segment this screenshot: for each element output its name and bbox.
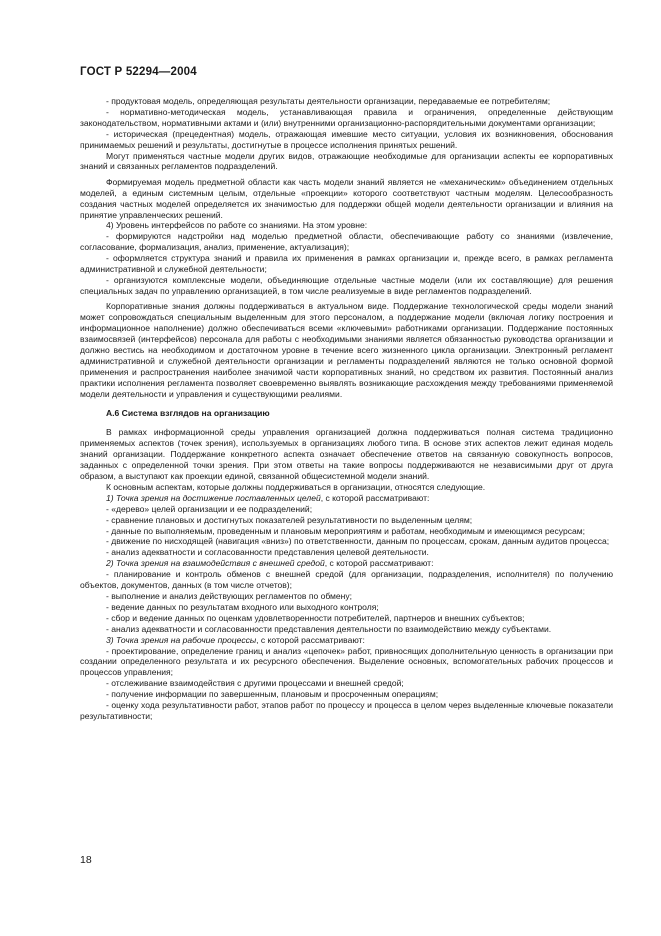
list-item: - выполнение и анализ действующих регламентов по обмену; — [106, 590, 353, 601]
paragraph: Корпоративные знания должны поддерживаться в актуальном виде. Поддержание технологической среды модели знаний может сопровождаться специальным выделенным для этого персоналом, а поддержание модели (включая логику построения и информационное наполнение) должно обеспечиваться всеми «ключевыми» работниками организации. Поддержание постоянных взаимосвязей (интерфейсов) персонала для работы с необходимыми знаниями является обязанностью руководства организации и должно вестись на необходимом и достаточном уровне в течение всего жизненного цикла организации. Электронный регламент административной и служебной деятельности организации и регламенты подразделений являются не только основной формой применения и распространения наиболее значимой части корпоративных знаний, но средством их развития. Постоянный анализ практики исполнения регламента позволяет своевременно выявлять возникающие расхождения между требованиями применяемой модели деятельности и управления и существующими реалиями. — [80, 301, 613, 399]
document-body — [80, 96, 613, 722]
list-item: - движение по нисходящей (навигация «вниз») по ответственности, данным по процессам, срокам, данным аудитов процесса; — [106, 536, 610, 547]
list-item: - анализ адекватности и согласованности представления деятельности по взаимодействию между субъектами. — [106, 623, 552, 634]
list-item: - планирование и контроль обменов с внешней средой (для организации, подразделения, исполнителя) по получению объектов, документов, данных (в том числе отчетов); — [80, 569, 613, 591]
list-item: - историческая (прецедентная) модель, отражающая имевшие место ситуации, условия их возникновения, обоснования принимаемых решений и результаты, достигнутые в процессе исполнения принятых решений. — [80, 128, 613, 150]
list-item: - проектирование, определение границ и анализ «цепочек» работ, привносящих дополнительную ценность в организации при создании определенного результата и их ресурсного обеспечения. Выделение основных, вспомогательных рабочих процессов и процессов управления; — [80, 645, 613, 678]
list-item: - данные по выполняемым, проведенным и плановым мероприятиям и работам, необходимым и имеющимся ресурсам; — [106, 525, 586, 536]
paragraph: К основным аспектам, которые должны поддерживаться в организации, относятся следующие. — [106, 481, 486, 492]
list-item: - организуются комплексные модели, объединяющие отдельные частные модели (или их составляющие) для решения специальных задач по управлению организацией, в том числе реализуемые в виде регламентов подразделений. — [80, 275, 613, 296]
list-item: - анализ адекватности и согласованности представления целевой деятельности. — [106, 547, 429, 558]
list-item: - сравнение плановых и достигнутых показателей результативности по выделенным целям; — [106, 514, 473, 525]
paragraph — [80, 493, 613, 504]
list-item: - оценку хода результативности работ, этапов работ по процессу и процесса в целом через выделенные ключевые показатели результативности; — [80, 700, 613, 721]
aspect-title: 3) Точка зрения на рабочие процессы — [106, 634, 257, 645]
document-header: ГОСТ Р 52294—2004 — [80, 66, 197, 78]
list-item: - формируются надстройки над моделью предметной области, обеспечивающие работу со знаниями (извлечение, согласование, формализация, анализ, применение, актуализация); — [80, 231, 613, 253]
paragraph — [80, 635, 613, 646]
paragraph: В рамках информационной среды управления организацией должна поддерживаться полная система традиционно применяемых аспектов (точек зрения), используемых в организациях любого типа. В основе этих аспектов лежит единая модель знаний организации. Поддержание конкретного аспекта означает обеспечение ответов на связанную совокупность вопросов, заданных с определенной точки зрения. При этом ответы на такие вопросы поддерживаются не независимыми друг от друга образом, а выступают как проекции единой, связанной общесистемной модели знаний. — [80, 427, 613, 481]
paragraph — [80, 558, 613, 569]
list-item: - ведение данных по результатам входного или выходного контроля; — [106, 601, 379, 612]
aspect-tail: , с которой рассматривают: — [324, 558, 434, 569]
list-item: - сбор и ведение данных по оценкам удовлетворенности потребителей, партнеров и внешних субъектов; — [106, 612, 525, 623]
list-item: - оформляется структура знаний и правила их применения в рамках организации и, прежде всего, в рамках регламента административной и служебной деятельности; — [80, 253, 613, 275]
list-item: - «дерево» целей организации и ее подразделений; — [106, 503, 313, 514]
page-number: 18 — [80, 854, 92, 866]
list-item: - получение информации по завершенным, плановым и просроченным операциям; — [106, 689, 439, 700]
aspect-tail: , с которой рассматривают: — [256, 634, 365, 645]
aspect-tail: , с которой рассматривают: — [320, 492, 430, 503]
list-item: - отслеживание взаимодействия с другими процессами и внешней средой; — [106, 678, 404, 689]
section-heading: А.6 Система взглядов на организацию — [106, 408, 270, 419]
list-item: - продуктовая модель, определяющая результаты деятельности организации, передаваемые ее потребителям; — [106, 96, 551, 106]
aspect-title: 1) Точка зрения на достижение поставленных целей — [106, 492, 321, 503]
list-item: - нормативно-методическая модель, устанавливающая правила и ограничения, определенные действующим законодательством, нормативными актами и (или) внутренними организационно-распорядительными документами организации; — [80, 106, 613, 128]
paragraph: Формируемая модель предметной области как часть модели знаний является не «механическим» объединением отдельных моделей, а единым системным целым, отдельные «проекции» которого соответствуют частным моделям. Целесообразность создания частных моделей определяется их значимостью для поддержки общей модели деятельности организации и влияния на принятие управленческих решений. — [80, 176, 613, 220]
paragraph: 4) Уровень интерфейсов по работе со знаниями. На этом уровне: — [106, 220, 368, 231]
paragraph: Могут применяться частные модели других видов, отражающие необходимые для организации аспекты ее корпоративных знаний и связанных регламентов подразделений. — [80, 150, 613, 172]
aspect-title: 2) Точка зрения на взаимодействия с внешней средой — [106, 558, 325, 569]
